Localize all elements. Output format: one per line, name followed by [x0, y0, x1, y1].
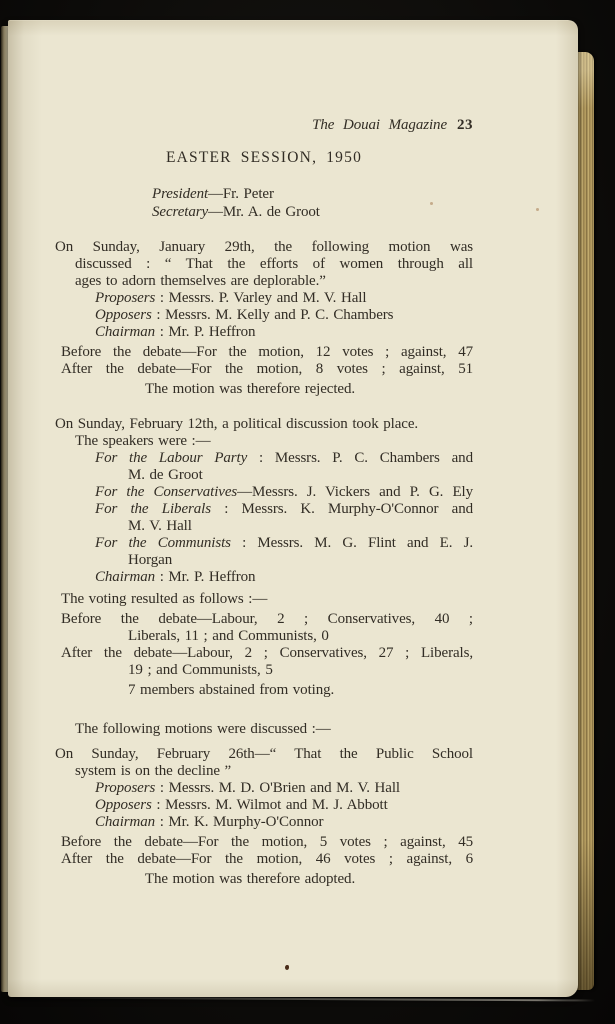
text-line: On Sunday, February 26th—“ That the Public School: [55, 746, 473, 762]
text-line: After the debate—For the motion, 8 votes ; against, 51: [61, 361, 473, 377]
text-line: For the Labour Party : Messrs. P. C. Chambers and: [95, 450, 473, 466]
text-line: Liberals, 11 ; and Communists, 0: [128, 628, 329, 644]
text-line: Opposers : Messrs. M. Kelly and P. C. Chambers: [95, 307, 394, 323]
text-line: The following motions were discussed :—: [75, 721, 331, 737]
text-lines: [55, 185, 473, 888]
text-line: On Sunday, January 29th, the following motion was: [55, 239, 473, 255]
paper-speck: [430, 202, 433, 205]
text-line: The speakers were :—: [75, 433, 211, 449]
text-line: Opposers : Messrs. M. Wilmot and M. J. Abbott: [95, 797, 388, 813]
text-line: M. de Groot: [128, 467, 203, 483]
text-line: Before the debate—For the motion, 12 votes ; against, 47: [61, 344, 473, 360]
text-line: For the Communists : Messrs. M. G. Flint and E. J.: [95, 535, 473, 551]
paper-speck: [536, 208, 539, 211]
text-line: 7 members abstained from voting.: [128, 682, 335, 698]
magazine-page: [8, 20, 578, 997]
text-line: After the debate—Labour, 2 ; Conservatives, 27 ; Liberals,: [61, 645, 473, 661]
ink-spot: [285, 965, 289, 970]
cover-bottom-rim: [20, 996, 595, 1001]
text-line: 19 ; and Communists, 5: [128, 662, 273, 678]
text-line: system is on the decline ”: [75, 763, 232, 779]
text-line: Before the debate—Labour, 2 ; Conservatives, 40 ;: [61, 611, 473, 627]
text-line: The motion was therefore rejected.: [144, 381, 356, 397]
text-line: Chairman : Mr. P. Heffron: [95, 569, 256, 585]
text-line: For the Conservatives—Messrs. J. Vickers and P. G. Ely: [95, 484, 473, 500]
text-line: M. V. Hall: [128, 518, 192, 534]
text-line: Proposers : Messrs. M. D. O'Brien and M. V. Hall: [95, 780, 400, 796]
running-header: [55, 116, 473, 134]
text-line: The voting resulted as follows :—: [61, 591, 268, 607]
text-line: ages to adorn themselves are deplorable.”: [75, 273, 326, 289]
text-line: Horgan: [128, 552, 173, 568]
text-line: After the debate—For the motion, 46 votes ; against, 6: [61, 851, 473, 867]
text-line: The motion was therefore adopted.: [144, 871, 356, 887]
text-line: On Sunday, February 12th, a political discussion took place.: [55, 416, 419, 432]
text-line: President—Fr. Peter: [152, 186, 274, 202]
text-line: For the Liberals : Messrs. K. Murphy-O'Connor and: [95, 501, 473, 517]
text-line: discussed : “ That the efforts of women through all: [75, 256, 473, 272]
text-column: [55, 20, 473, 888]
page-number: 23: [457, 117, 473, 133]
text-line: Secretary—Mr. A. de Groot: [152, 204, 320, 220]
magazine-title: The Douai Magazine: [312, 117, 447, 133]
text-line: Proposers : Messrs. P. Varley and M. V. Hall: [95, 290, 367, 306]
text-line: Chairman : Mr. P. Heffron: [95, 324, 256, 340]
text-line: Chairman : Mr. K. Murphy-O'Connor: [95, 814, 324, 830]
text-line: Before the debate—For the motion, 5 votes ; against, 45: [61, 834, 473, 850]
session-heading: EASTER SESSION, 1950: [165, 149, 363, 166]
